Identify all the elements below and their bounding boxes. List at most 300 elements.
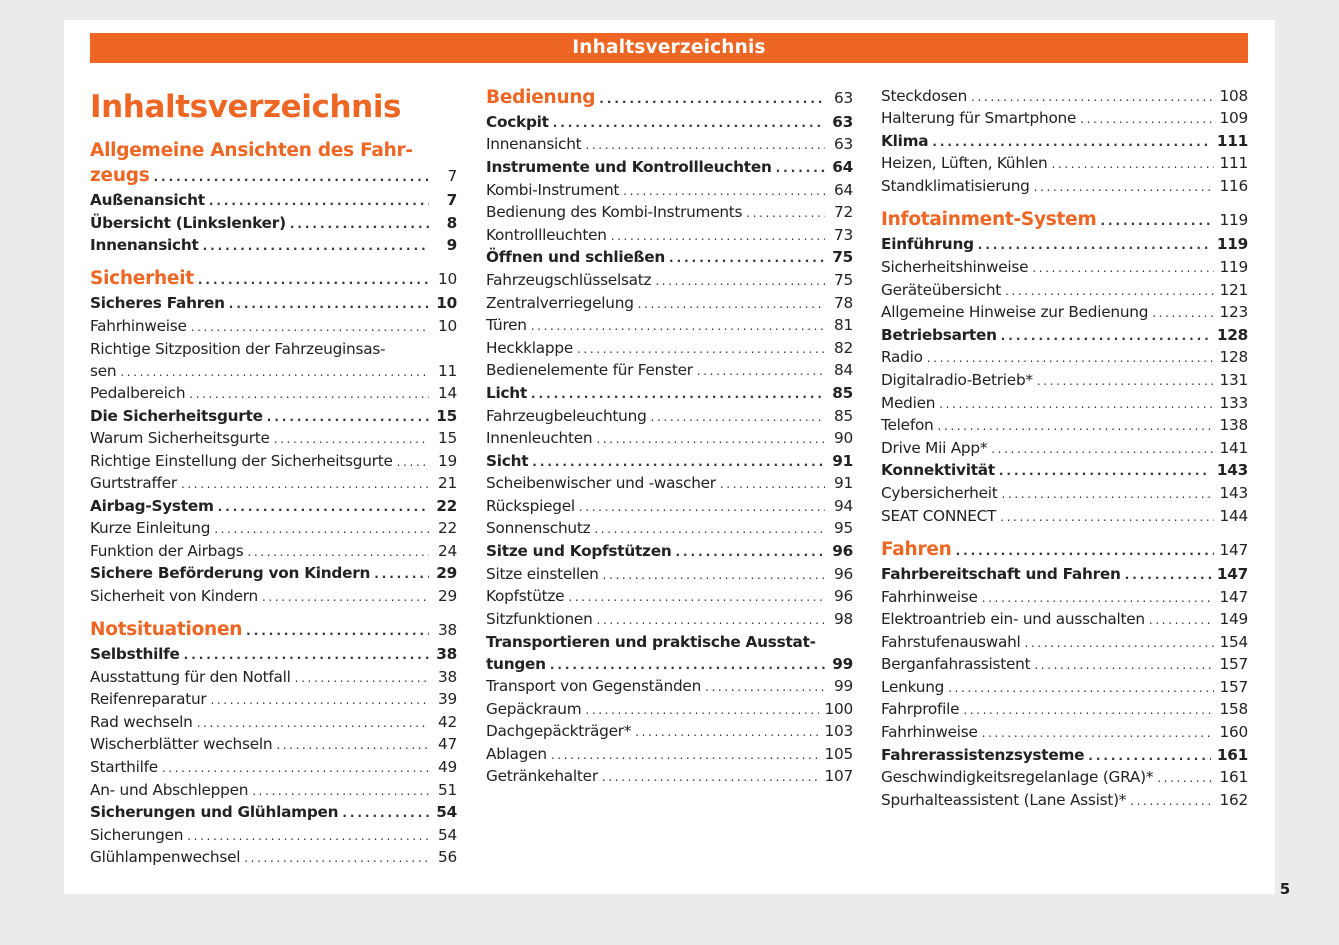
dot-leader bbox=[1005, 280, 1214, 302]
dot-leader bbox=[374, 563, 429, 585]
toc-entry[interactable] bbox=[486, 405, 853, 427]
toc-entry-label: Selbsthilfe bbox=[90, 645, 180, 663]
toc-entry-label: Sicherheitshinweise bbox=[881, 258, 1029, 276]
toc-entry[interactable] bbox=[90, 801, 457, 823]
toc-page-number: 49 bbox=[438, 758, 457, 776]
toc-entry-label: Türen bbox=[486, 316, 527, 334]
toc-section-label: Bedienung bbox=[486, 87, 596, 108]
dot-leader bbox=[198, 269, 429, 291]
toc-entry-label: Getränkehalter bbox=[486, 767, 598, 785]
toc-page-number: 103 bbox=[824, 722, 853, 740]
toc-entry[interactable] bbox=[90, 292, 457, 314]
toc-page-number: 111 bbox=[1216, 132, 1248, 150]
dot-leader bbox=[295, 667, 429, 689]
dot-leader bbox=[956, 540, 1214, 562]
toc-page-number: 94 bbox=[834, 497, 853, 515]
toc-entry-label: Glühlampenwechsel bbox=[90, 848, 241, 866]
toc-entry-label: Geräteübersicht bbox=[881, 281, 1002, 299]
toc-entry[interactable] bbox=[881, 459, 1248, 481]
toc-entry[interactable] bbox=[90, 666, 457, 688]
dot-leader bbox=[1001, 325, 1211, 347]
toc-entry-label: Ablagen bbox=[486, 745, 547, 763]
dot-leader bbox=[978, 234, 1211, 256]
toc-page-number: 29 bbox=[438, 587, 457, 605]
toc-page-number: 11 bbox=[438, 362, 457, 380]
dot-leader bbox=[1088, 745, 1211, 767]
toc-entry-label: Sitze und Kopfstützen bbox=[486, 542, 672, 560]
dot-leader bbox=[553, 112, 825, 134]
page-title: Inhaltsverzeichnis bbox=[90, 89, 402, 125]
toc-entry-label: Digitalradio-Betrieb* bbox=[881, 371, 1033, 389]
toc-entry[interactable] bbox=[881, 414, 1248, 436]
dot-leader bbox=[184, 644, 429, 666]
toc-page-number: 21 bbox=[438, 474, 457, 492]
toc-entry[interactable] bbox=[90, 846, 457, 868]
toc-entry[interactable] bbox=[881, 437, 1248, 459]
toc-page-number: 119 bbox=[1219, 258, 1248, 276]
toc-entry[interactable] bbox=[881, 505, 1248, 527]
toc-entry-label: Medien bbox=[881, 394, 936, 412]
toc-entry[interactable] bbox=[486, 472, 853, 494]
toc-entry[interactable] bbox=[881, 766, 1248, 788]
toc-entry[interactable] bbox=[881, 482, 1248, 504]
toc-entry[interactable] bbox=[881, 369, 1248, 391]
dot-leader bbox=[597, 609, 825, 631]
toc-entry-label: Dachgepäckträger* bbox=[486, 722, 632, 740]
toc-page-number: 7 bbox=[447, 167, 457, 185]
toc-entry-label: Steckdosen bbox=[881, 87, 968, 105]
toc-entry-label: Konnektivität bbox=[881, 461, 995, 479]
toc-entry-label: Sitzfunktionen bbox=[486, 610, 593, 628]
toc-page-number: 85 bbox=[832, 384, 853, 402]
dot-leader bbox=[246, 620, 429, 642]
toc-section-heading[interactable]: Allgemeine Ansichten des Fahr- bbox=[90, 140, 413, 161]
dot-leader bbox=[1002, 483, 1214, 505]
toc-entry-label: Bedienelemente für Fenster bbox=[486, 361, 693, 379]
toc-page-number: 54 bbox=[436, 803, 457, 821]
dot-leader bbox=[669, 247, 825, 269]
toc-page-number: 100 bbox=[824, 700, 853, 718]
dot-leader bbox=[599, 88, 825, 110]
toc-entry-label: Innenansicht bbox=[486, 135, 582, 153]
toc-entry-wrapped-line[interactable]: Transportieren und praktische Ausstat- bbox=[486, 633, 816, 651]
toc-page-number: 38 bbox=[438, 621, 457, 639]
toc-entry-label: Fahrzeugbeleuchtung bbox=[486, 407, 647, 425]
toc-section-row[interactable] bbox=[90, 165, 457, 187]
toc-page-number: 81 bbox=[834, 316, 853, 334]
dot-leader bbox=[1037, 370, 1214, 392]
toc-entry[interactable] bbox=[486, 743, 853, 765]
toc-entry-label: Warum Sicherheitsgurte bbox=[90, 429, 270, 447]
toc-page-number: 116 bbox=[1219, 177, 1248, 195]
toc-entry-label: Rad wechseln bbox=[90, 713, 193, 731]
toc-page-number: 19 bbox=[438, 452, 457, 470]
toc-entry-label: Fahrzeugschlüsselsatz bbox=[486, 271, 652, 289]
toc-entry-label: Übersicht (Linkslenker) bbox=[90, 214, 286, 232]
toc-entry-label: Gurtstraffer bbox=[90, 474, 177, 492]
dot-leader bbox=[568, 586, 825, 608]
toc-entry[interactable] bbox=[881, 107, 1248, 129]
toc-entry[interactable] bbox=[881, 698, 1248, 720]
dot-leader bbox=[1032, 257, 1213, 279]
toc-entry[interactable] bbox=[881, 279, 1248, 301]
toc-entry-label: Ausstattung für den Notfall bbox=[90, 668, 291, 686]
toc-entry-label: Drive Mii App* bbox=[881, 439, 988, 457]
dot-leader bbox=[651, 406, 825, 428]
toc-entry[interactable] bbox=[90, 427, 457, 449]
toc-entry-label: Zentralverriegelung bbox=[486, 294, 634, 312]
toc-page-number: 147 bbox=[1219, 588, 1248, 606]
toc-page-number: 99 bbox=[832, 655, 853, 673]
toc-entry-label: Fahrerassistenzsysteme bbox=[881, 746, 1085, 764]
toc-page-number: 64 bbox=[832, 158, 853, 176]
dot-leader bbox=[1034, 654, 1213, 676]
toc-entry[interactable] bbox=[881, 608, 1248, 630]
toc-entry-label: Instrumente und Kontrollleuchten bbox=[486, 158, 772, 176]
toc-entry-label: Sicht bbox=[486, 452, 529, 470]
dot-leader bbox=[218, 496, 429, 518]
toc-page-number: 64 bbox=[834, 181, 853, 199]
dot-leader bbox=[550, 654, 825, 676]
dot-leader bbox=[1100, 210, 1213, 232]
dot-leader bbox=[948, 677, 1213, 699]
toc-page-number: 85 bbox=[834, 407, 853, 425]
toc-entry-label: Sitze einstellen bbox=[486, 565, 599, 583]
toc-page-number: 143 bbox=[1216, 461, 1248, 479]
dot-leader bbox=[1149, 609, 1214, 631]
dot-leader bbox=[638, 293, 825, 315]
toc-entry[interactable] bbox=[486, 133, 853, 155]
toc-entry[interactable] bbox=[486, 314, 853, 336]
toc-entry-label: Scheibenwischer und -wascher bbox=[486, 474, 716, 492]
toc-entry[interactable] bbox=[90, 756, 457, 778]
toc-entry[interactable] bbox=[486, 653, 853, 675]
toc-page-number: 56 bbox=[438, 848, 457, 866]
toc-entry-label: Lenkung bbox=[881, 678, 945, 696]
toc-entry[interactable] bbox=[486, 563, 853, 585]
toc-entry[interactable] bbox=[90, 472, 457, 494]
toc-entry[interactable] bbox=[881, 233, 1248, 255]
dot-leader bbox=[982, 587, 1214, 609]
toc-entry-label: Die Sicherheitsgurte bbox=[90, 407, 263, 425]
toc-entry-label: Fahrstufenauswahl bbox=[881, 633, 1021, 651]
toc-entry[interactable] bbox=[881, 392, 1248, 414]
toc-entry[interactable] bbox=[486, 608, 853, 630]
toc-entry-label: Fahrhinweise bbox=[881, 723, 978, 741]
dot-leader bbox=[594, 518, 825, 540]
dot-leader bbox=[963, 699, 1213, 721]
dot-leader bbox=[551, 744, 819, 766]
toc-page-number: 84 bbox=[834, 361, 853, 379]
dot-leader bbox=[577, 338, 825, 360]
toc-entry[interactable] bbox=[486, 675, 853, 697]
toc-page-number: 22 bbox=[438, 519, 457, 537]
dot-leader bbox=[191, 316, 429, 338]
toc-entry[interactable] bbox=[90, 733, 457, 755]
dot-leader bbox=[274, 428, 429, 450]
toc-entry[interactable] bbox=[486, 201, 853, 223]
toc-entry-label: Cybersicherheit bbox=[881, 484, 998, 502]
toc-page-number: 10 bbox=[438, 270, 457, 288]
dot-leader bbox=[697, 360, 825, 382]
toc-entry[interactable] bbox=[881, 152, 1248, 174]
toc-entry-label: Einführung bbox=[881, 235, 974, 253]
toc-page-number: 133 bbox=[1219, 394, 1248, 412]
dot-leader bbox=[120, 361, 429, 383]
toc-entry[interactable] bbox=[486, 585, 853, 607]
dot-leader bbox=[342, 802, 429, 824]
toc-entry[interactable] bbox=[486, 359, 853, 381]
toc-entry[interactable] bbox=[486, 179, 853, 201]
dot-leader bbox=[203, 235, 429, 257]
toc-entry[interactable] bbox=[486, 495, 853, 517]
toc-section-row[interactable] bbox=[486, 87, 853, 109]
toc-page-number: 63 bbox=[834, 89, 853, 107]
toc-entry-label: Fahrhinweise bbox=[90, 317, 187, 335]
toc-entry[interactable] bbox=[881, 653, 1248, 675]
toc-entry[interactable] bbox=[486, 156, 853, 178]
toc-page-number: 90 bbox=[834, 429, 853, 447]
toc-entry[interactable] bbox=[881, 563, 1248, 585]
toc-entry[interactable] bbox=[486, 540, 853, 562]
toc-entry[interactable] bbox=[881, 721, 1248, 743]
toc-entry-label: Starthilfe bbox=[90, 758, 158, 776]
toc-entry-label: Sicherheit von Kindern bbox=[90, 587, 258, 605]
dot-leader bbox=[276, 734, 429, 756]
toc-entry[interactable] bbox=[90, 234, 457, 256]
toc-section-label: Notsituationen bbox=[90, 619, 243, 640]
toc-entry-label: Kopfstütze bbox=[486, 587, 565, 605]
toc-entry[interactable] bbox=[90, 711, 457, 733]
toc-entry[interactable] bbox=[486, 337, 853, 359]
toc-page-number: 78 bbox=[834, 294, 853, 312]
toc-entry[interactable] bbox=[90, 643, 457, 665]
toc-page-number: 138 bbox=[1219, 416, 1248, 434]
toc-entry-label: Halterung für Smartphone bbox=[881, 109, 1077, 127]
toc-page-number: 29 bbox=[436, 564, 457, 582]
toc-entry[interactable] bbox=[486, 517, 853, 539]
toc-entry-label: Sicheres Fahren bbox=[90, 294, 225, 312]
toc-entry[interactable] bbox=[90, 495, 457, 517]
toc-entry[interactable] bbox=[90, 360, 457, 382]
toc-entry[interactable] bbox=[881, 324, 1248, 346]
toc-entry[interactable] bbox=[881, 175, 1248, 197]
toc-page-number: 10 bbox=[436, 294, 457, 312]
dot-leader bbox=[1051, 153, 1213, 175]
toc-page-number: 161 bbox=[1216, 746, 1248, 764]
toc-entry-label: Sichere Beförderung von Kindern bbox=[90, 564, 371, 582]
toc-entry[interactable] bbox=[90, 585, 457, 607]
dot-leader bbox=[181, 473, 429, 495]
toc-entry-label: Radio bbox=[881, 348, 923, 366]
toc-entry-label: Bedienung des Kombi-Instruments bbox=[486, 203, 743, 221]
dot-leader bbox=[585, 699, 818, 721]
toc-page-number: 119 bbox=[1216, 235, 1248, 253]
toc-page-number: 95 bbox=[834, 519, 853, 537]
dot-leader bbox=[982, 722, 1214, 744]
toc-entry[interactable] bbox=[881, 256, 1248, 278]
toc-page-number: 105 bbox=[824, 745, 853, 763]
dot-leader bbox=[197, 712, 429, 734]
toc-page-number: 147 bbox=[1219, 541, 1248, 559]
header-bar: Inhaltsverzeichnis bbox=[90, 33, 1248, 63]
toc-entry[interactable] bbox=[90, 382, 457, 404]
toc-entry[interactable] bbox=[486, 292, 853, 314]
toc-page-number: 82 bbox=[834, 339, 853, 357]
dot-leader bbox=[938, 415, 1214, 437]
dot-leader bbox=[971, 86, 1214, 108]
toc-page-number: 154 bbox=[1219, 633, 1248, 651]
toc-page-number: 149 bbox=[1219, 610, 1248, 628]
dot-leader bbox=[939, 393, 1213, 415]
toc-entry[interactable] bbox=[90, 517, 457, 539]
toc-entry[interactable] bbox=[881, 631, 1248, 653]
toc-entry[interactable] bbox=[486, 720, 853, 742]
toc-section-row[interactable] bbox=[90, 619, 457, 641]
toc-page-number: 99 bbox=[834, 677, 853, 695]
dot-leader bbox=[247, 541, 429, 563]
toc-entry-label: Wischerblätter wechseln bbox=[90, 735, 273, 753]
toc-entry-label: Cockpit bbox=[486, 113, 549, 131]
dot-leader bbox=[229, 293, 429, 315]
toc-entry-label: Gepäckraum bbox=[486, 700, 582, 718]
page-number: 5 bbox=[1279, 880, 1291, 898]
dot-leader bbox=[532, 451, 825, 473]
dot-leader bbox=[187, 825, 429, 847]
toc-page-number: 63 bbox=[834, 135, 853, 153]
dot-leader bbox=[927, 347, 1214, 369]
toc-page-number: 96 bbox=[834, 565, 853, 583]
toc-page-number: 143 bbox=[1219, 484, 1248, 502]
toc-entry-label: Reifenreparatur bbox=[90, 690, 207, 708]
toc-entry[interactable] bbox=[486, 450, 853, 472]
toc-entry[interactable] bbox=[881, 85, 1248, 107]
toc-page-number: 98 bbox=[834, 610, 853, 628]
dot-leader bbox=[531, 315, 825, 337]
toc-entry[interactable] bbox=[90, 405, 457, 427]
toc-entry-label: Transport von Gegenständen bbox=[486, 677, 702, 695]
toc-page-number: 131 bbox=[1219, 371, 1248, 389]
toc-page-number: 51 bbox=[438, 781, 457, 799]
toc-entry[interactable] bbox=[90, 779, 457, 801]
toc-entry[interactable] bbox=[90, 824, 457, 846]
toc-entry[interactable] bbox=[486, 698, 853, 720]
toc-entry-label: Funktion der Airbags bbox=[90, 542, 244, 560]
toc-page-number: 109 bbox=[1219, 109, 1248, 127]
toc-entry-label: sen bbox=[90, 362, 117, 380]
dot-leader bbox=[635, 721, 818, 743]
dot-leader bbox=[262, 586, 429, 608]
toc-entry[interactable] bbox=[90, 450, 457, 472]
toc-page-number: 7 bbox=[446, 191, 457, 209]
toc-section-label: Sicherheit bbox=[90, 268, 194, 289]
toc-entry[interactable] bbox=[90, 315, 457, 337]
toc-page-number: 75 bbox=[832, 248, 853, 266]
dot-leader bbox=[214, 518, 429, 540]
toc-entry-label: Kontrollleuchten bbox=[486, 226, 607, 244]
toc-section-label: Fahren bbox=[881, 539, 952, 560]
dot-leader bbox=[932, 131, 1210, 153]
toc-entry[interactable] bbox=[881, 676, 1248, 698]
toc-entry-label: Öffnen und schließen bbox=[486, 248, 666, 266]
toc-page-number: 108 bbox=[1219, 87, 1248, 105]
toc-entry[interactable] bbox=[881, 346, 1248, 368]
dot-leader bbox=[1157, 767, 1213, 789]
dot-leader bbox=[999, 460, 1211, 482]
toc-page-number: 42 bbox=[438, 713, 457, 731]
toc-entry[interactable] bbox=[881, 130, 1248, 152]
toc-entry-label: Sicherungen und Glühlampen bbox=[90, 803, 339, 821]
toc-entry[interactable] bbox=[881, 789, 1248, 811]
toc-entry-label: Airbag-System bbox=[90, 497, 214, 515]
dot-leader bbox=[210, 689, 429, 711]
toc-page-number: 121 bbox=[1219, 281, 1248, 299]
toc-entry[interactable] bbox=[881, 301, 1248, 323]
toc-entry-label: Heizen, Lüften, Kühlen bbox=[881, 154, 1048, 172]
toc-entry-label: Sonnenschutz bbox=[486, 519, 591, 537]
dot-leader bbox=[746, 202, 825, 224]
dot-leader bbox=[267, 406, 429, 428]
toc-entry[interactable] bbox=[90, 212, 457, 234]
toc-page-number: 160 bbox=[1219, 723, 1248, 741]
toc-entry-label: Allgemeine Hinweise zur Bedienung bbox=[881, 303, 1149, 321]
toc-entry[interactable] bbox=[881, 744, 1248, 766]
toc-page-number: 144 bbox=[1219, 507, 1248, 525]
dot-leader bbox=[1080, 108, 1213, 130]
toc-section-row[interactable] bbox=[881, 539, 1248, 561]
toc-section-row[interactable] bbox=[90, 268, 457, 290]
toc-page-number: 63 bbox=[832, 113, 853, 131]
toc-entry-wrapped-line[interactable]: Richtige Sitzposition der Fahrzeuginsas- bbox=[90, 340, 386, 358]
dot-leader bbox=[1025, 632, 1214, 654]
toc-page-number: 111 bbox=[1219, 154, 1248, 172]
dot-leader bbox=[720, 473, 825, 495]
toc-entry[interactable] bbox=[90, 688, 457, 710]
toc-entry[interactable] bbox=[486, 111, 853, 133]
toc-entry-label: Pedalbereich bbox=[90, 384, 186, 402]
toc-entry[interactable] bbox=[486, 269, 853, 291]
toc-entry[interactable] bbox=[486, 246, 853, 268]
toc-section-label: Infotainment-System bbox=[881, 209, 1097, 230]
dot-leader bbox=[1152, 302, 1213, 324]
toc-entry-label: An- und Abschleppen bbox=[90, 781, 249, 799]
dot-leader bbox=[154, 166, 430, 188]
dot-leader bbox=[244, 847, 429, 869]
dot-leader bbox=[189, 383, 429, 405]
dot-leader bbox=[397, 451, 429, 473]
dot-leader bbox=[596, 428, 825, 450]
toc-entry[interactable] bbox=[90, 540, 457, 562]
toc-entry[interactable] bbox=[486, 427, 853, 449]
toc-entry[interactable] bbox=[90, 189, 457, 211]
toc-page-number: 91 bbox=[834, 474, 853, 492]
dot-leader bbox=[252, 780, 429, 802]
toc-entry[interactable] bbox=[90, 562, 457, 584]
dot-leader bbox=[611, 225, 825, 247]
toc-entry-label: Rückspiegel bbox=[486, 497, 575, 515]
toc-entry[interactable] bbox=[486, 224, 853, 246]
toc-entry[interactable] bbox=[486, 765, 853, 787]
dot-leader bbox=[603, 564, 825, 586]
toc-section-row[interactable] bbox=[881, 209, 1248, 231]
toc-entry[interactable] bbox=[881, 586, 1248, 608]
toc-page-number: 161 bbox=[1219, 768, 1248, 786]
dot-leader bbox=[655, 270, 825, 292]
toc-entry-label: Klima bbox=[881, 132, 929, 150]
toc-page-number: 107 bbox=[824, 767, 853, 785]
toc-entry-label: Innenansicht bbox=[90, 236, 199, 254]
toc-entry[interactable] bbox=[486, 382, 853, 404]
